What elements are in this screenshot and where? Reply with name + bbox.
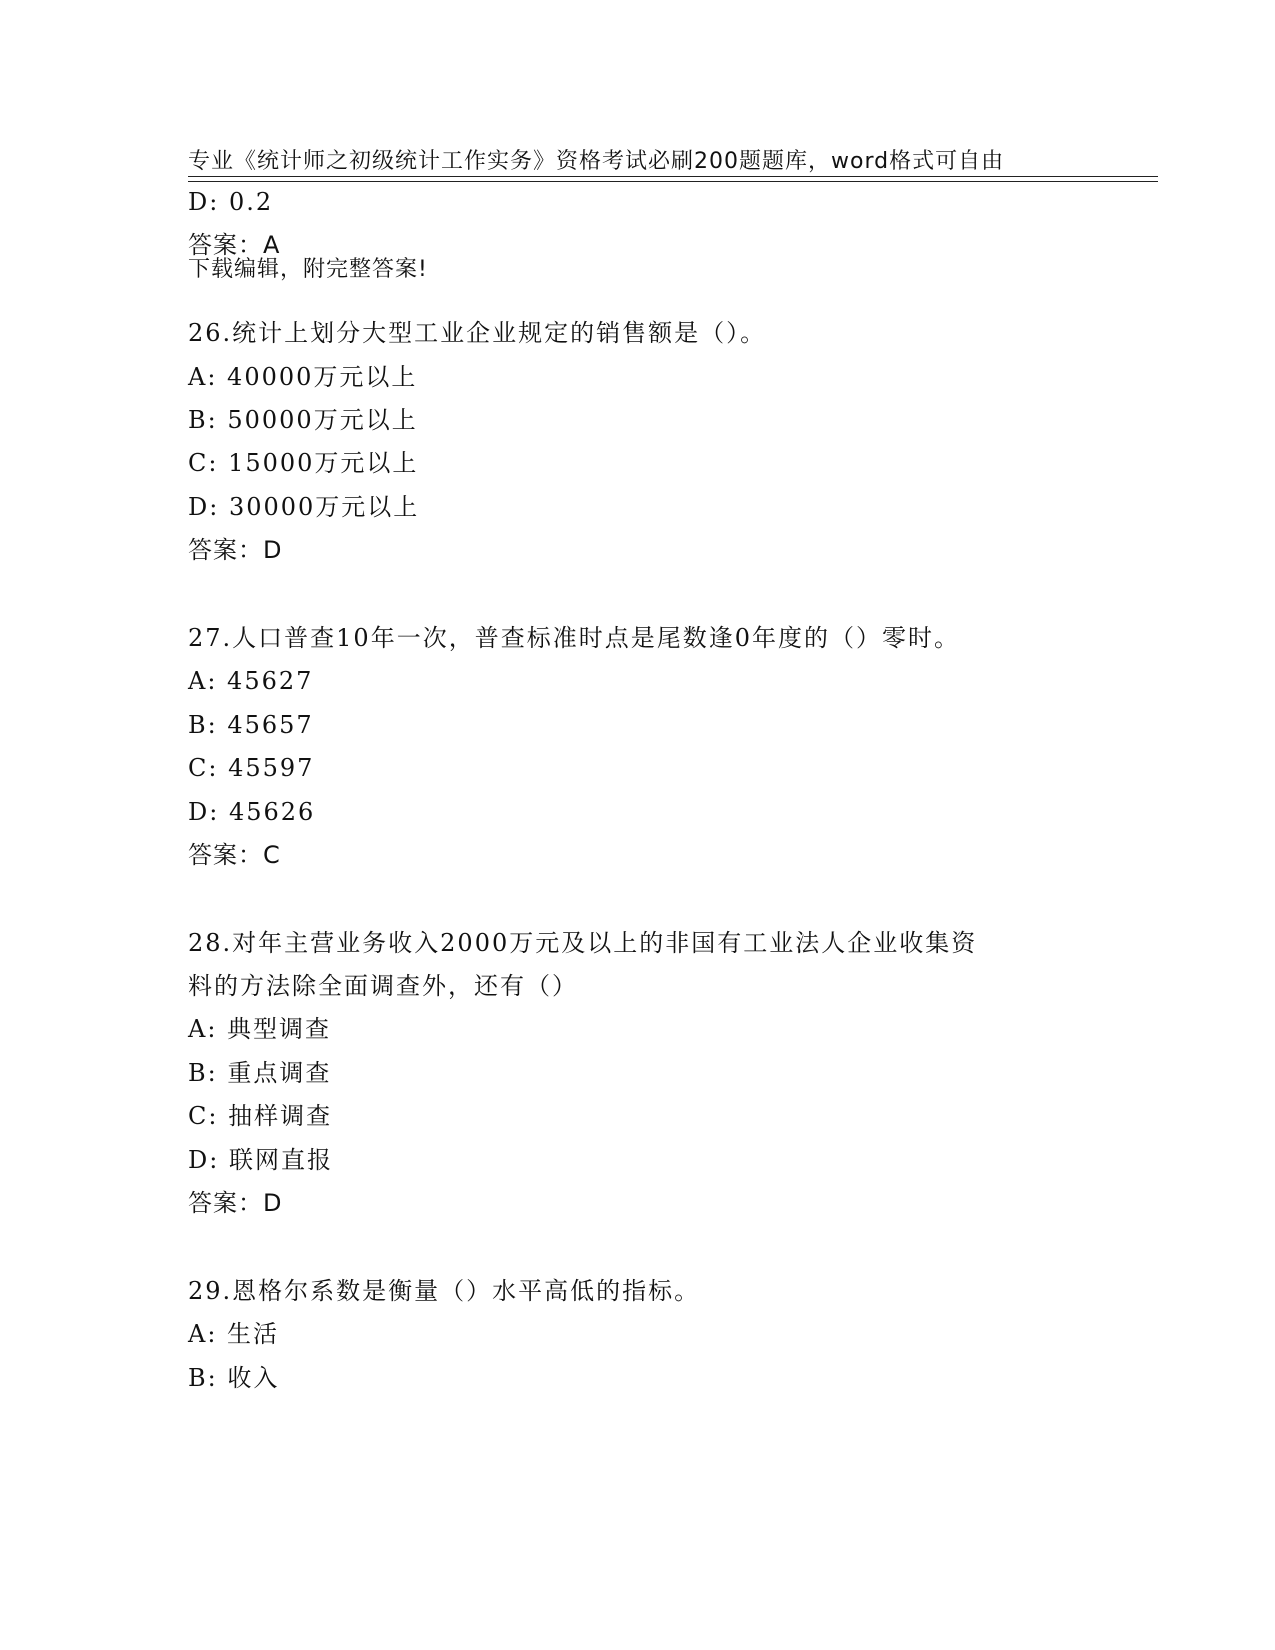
question-29-stem: 29.恩格尔系数是衡量（）水平高低的指标。 bbox=[188, 1277, 701, 1305]
question-26-option-a: A: 40000万元以上 bbox=[188, 363, 418, 391]
question-27-stem: 27.人口普查10年一次，普查标准时点是尾数逢0年度的（）零时。 bbox=[188, 624, 960, 652]
question-27-option-a: A: 45627 bbox=[188, 667, 314, 695]
question-26-stem: 26.统计上划分大型工业企业规定的销售额是（）。 bbox=[188, 319, 767, 347]
question-28-option-d: D: 联网直报 bbox=[188, 1146, 333, 1174]
fragment-option-d: D: 0.2 bbox=[188, 188, 274, 216]
question-29-option-a: A: 生活 bbox=[188, 1320, 280, 1348]
fragment-answer: 答案：A bbox=[188, 231, 281, 259]
question-28-option-b: B: 重点调查 bbox=[188, 1059, 332, 1087]
question-28-option-a: A: 典型调查 bbox=[188, 1015, 332, 1043]
question-27-option-c: C: 45597 bbox=[188, 754, 315, 782]
question-29-option-b: B: 收入 bbox=[188, 1364, 280, 1392]
question-26-answer: 答案：D bbox=[188, 536, 283, 564]
question-27-option-d: D: 45626 bbox=[188, 798, 316, 826]
question-26-option-d: D: 30000万元以上 bbox=[188, 493, 420, 521]
question-28-stem-line-1: 28.对年主营业务收入2000万元及以上的非国有工业法人企业收集资 bbox=[188, 929, 978, 957]
question-28-answer: 答案：D bbox=[188, 1189, 283, 1217]
header-title-line-2: 下载编辑，附完整答案! bbox=[188, 257, 428, 282]
question-26-option-b: B: 50000万元以上 bbox=[188, 406, 418, 434]
header-title-line-1: 专业《统计师之初级统计工作实务》资格考试必刷200题题库，word格式可自由 bbox=[188, 149, 1005, 174]
header-divider-bottom bbox=[188, 181, 1158, 182]
question-27-answer: 答案：C bbox=[188, 841, 281, 869]
question-28-option-c: C: 抽样调查 bbox=[188, 1102, 333, 1130]
question-26-option-c: C: 15000万元以上 bbox=[188, 449, 419, 477]
question-28-stem-line-2: 料的方法除全面调查外，还有（） bbox=[188, 972, 578, 1000]
question-27-option-b: B: 45657 bbox=[188, 711, 314, 739]
header-divider-top bbox=[188, 176, 1158, 177]
